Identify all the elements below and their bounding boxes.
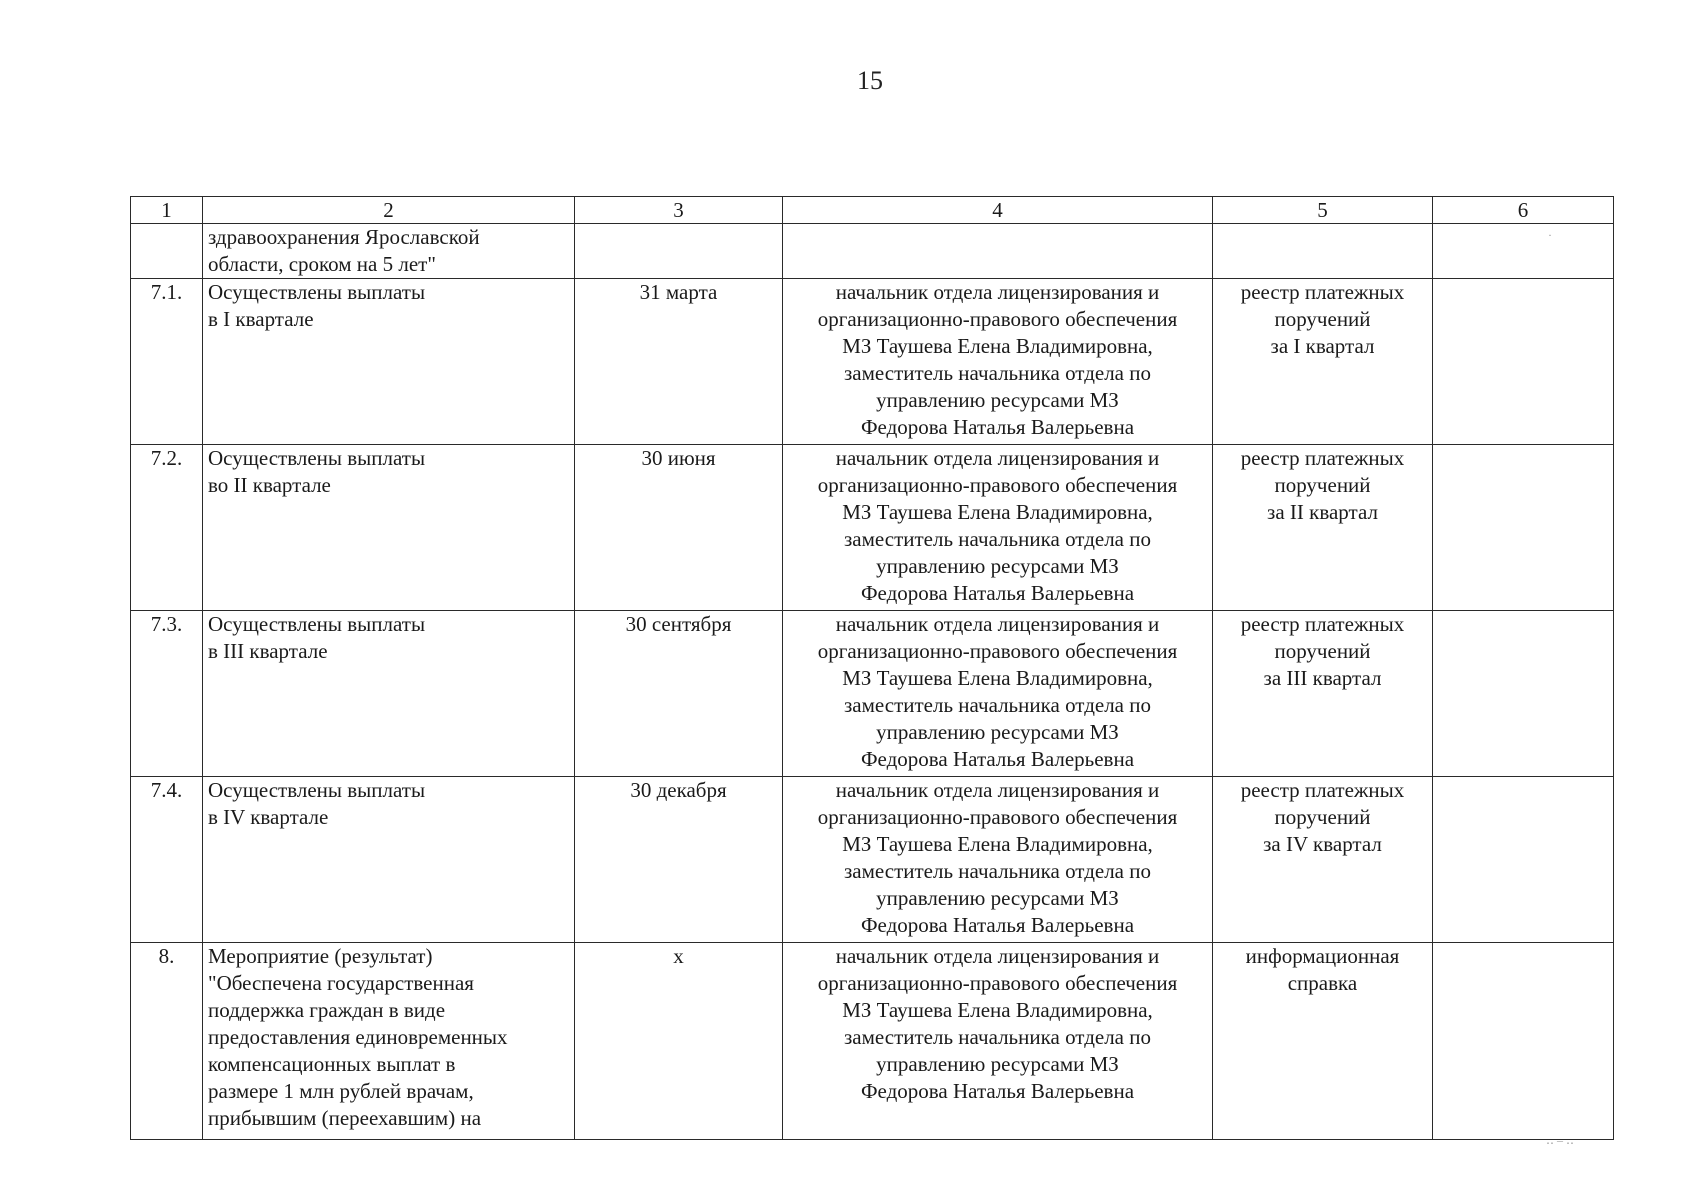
table-row [131,777,1614,943]
document-cell [1213,224,1433,279]
description-cell [203,611,575,777]
responsible-line: МЗ Таушева Елена Владимировна, [842,666,1153,690]
document-line: за III квартал [1263,666,1382,690]
document-line: за IV квартал [1263,832,1382,856]
description-line: здравоохранения Ярославской [208,225,480,249]
responsible-line: начальник отдела лицензирования и [835,612,1160,636]
responsible-line: заместитель начальника отдела по [844,1025,1151,1049]
description-line: "Обеспечена государственная [208,971,474,995]
num-cell [131,279,203,445]
table-body [131,279,1614,1140]
row-number: 8. [158,944,175,968]
deadline-date: 30 декабря [630,778,727,802]
description-line: во II квартале [208,473,331,497]
responsible-line: начальник отдела лицензирования и [835,280,1160,304]
responsible-line: заместитель начальника отдела по [844,693,1151,717]
document-line: поручений [1274,473,1371,497]
responsible-line: Федорова Наталья Валерьевна [860,1079,1135,1103]
date-cell [575,943,783,1140]
responsible-cell [783,777,1213,943]
description-line: Осуществлены выплаты [208,778,426,802]
row-number: 7.4. [150,778,183,802]
document-line: поручений [1274,805,1371,829]
responsible-line: начальник отдела лицензирования и [835,778,1160,802]
responsible-line: МЗ Таушева Елена Владимировна, [842,832,1153,856]
scan-speck: ‥ – ‥ [1546,1133,1575,1147]
description-line: поддержка граждан в виде [208,998,446,1022]
date-cell [575,611,783,777]
document-line: поручений [1274,639,1371,663]
description-line: в IV квартале [208,805,329,829]
page-number: 15 [857,66,883,95]
deadline-date: 31 марта [639,280,718,304]
document-cell [1213,777,1433,943]
table-row [131,943,1614,1140]
document-line: за II квартал [1267,500,1378,524]
num-cell [131,943,203,1140]
description-cell [203,445,575,611]
header-cell: 1 [131,197,203,224]
note-cell [1433,279,1614,445]
responsible-line: заместитель начальника отдела по [844,527,1151,551]
responsible-line: организационно-правового обеспечения [817,971,1178,995]
responsible-line: организационно-правового обеспечения [817,639,1178,663]
description-line: в I квартале [208,307,314,331]
description-line: компенсационных выплат в [208,1052,456,1076]
document-cell [1213,611,1433,777]
responsible-line: управлению ресурсами МЗ [876,886,1119,910]
responsible-line: МЗ Таушева Елена Владимировна, [842,500,1153,524]
responsible-line: Федорова Наталья Валерьевна [860,913,1135,937]
note-cell [1433,445,1614,611]
document-cell [1213,943,1433,1140]
document-cell [1213,279,1433,445]
document-cell [1213,445,1433,611]
responsible-line: Федорова Наталья Валерьевна [860,415,1135,439]
note-cell [1433,777,1614,943]
description-line: Мероприятие (результат) [208,944,433,968]
responsible-line: управлению ресурсами МЗ [876,1052,1119,1076]
table-row [131,445,1614,611]
document-line: информационная [1245,944,1400,968]
responsible-line: заместитель начальника отдела по [844,361,1151,385]
description-line: в III квартале [208,639,328,663]
header-cell: 3 [575,197,783,224]
document-line: за I квартал [1270,334,1375,358]
plan-table [130,196,1614,1140]
responsible-line: заместитель начальника отдела по [844,859,1151,883]
deadline-date: х [673,944,684,968]
responsible-cell [783,279,1213,445]
table-row-continuation [131,224,1614,279]
description-line: Осуществлены выплаты [208,612,426,636]
responsible-line: Федорова Наталья Валерьевна [860,581,1135,605]
responsible-line: управлению ресурсами МЗ [876,720,1119,744]
num-cell [131,445,203,611]
deadline-date: 30 июня [641,446,716,470]
responsible-line: начальник отдела лицензирования и [835,446,1160,470]
table-row [131,611,1614,777]
document-line: поручений [1274,307,1371,331]
responsible-line: организационно-правового обеспечения [817,805,1178,829]
responsible-line: организационно-правового обеспечения [817,473,1178,497]
responsible-cell [783,611,1213,777]
row-number: 7.2. [150,446,183,470]
scan-speck: · [1548,228,1552,242]
responsible-line: МЗ Таушева Елена Владимировна, [842,334,1153,358]
responsible-cell [783,224,1213,279]
table-row [131,279,1614,445]
date-cell [575,445,783,611]
document-line: справка [1287,971,1358,995]
header-cell: 2 [203,197,575,224]
responsible-line: Федорова Наталья Валерьевна [860,747,1135,771]
num-cell [131,224,203,279]
responsible-line: организационно-правового обеспечения [817,307,1178,331]
responsible-cell [783,445,1213,611]
note-cell [1433,943,1614,1140]
description-line: Осуществлены выплаты [208,446,426,470]
deadline-date: 30 сентября [625,612,732,636]
num-cell [131,611,203,777]
description-line: предоставления единовременных [208,1025,508,1049]
document-line: реестр платежных [1240,778,1405,802]
responsible-line: начальник отдела лицензирования и [835,944,1160,968]
responsible-cell [783,943,1213,1140]
responsible-line: МЗ Таушева Елена Владимировна, [842,998,1153,1022]
row-number: 7.1. [150,280,183,304]
document-line: реестр платежных [1240,280,1405,304]
document-line: реестр платежных [1240,612,1405,636]
num-cell [131,777,203,943]
date-cell [575,777,783,943]
description-line: Осуществлены выплаты [208,280,426,304]
row-number: 7.3. [150,612,183,636]
header-cell: 5 [1213,197,1433,224]
description-line: прибывшим (переехавшим) на [208,1106,482,1130]
description-line: размере 1 млн рублей врачам, [208,1079,474,1103]
responsible-line: управлению ресурсами МЗ [876,388,1119,412]
header-cell: 4 [783,197,1213,224]
header-cell: 6 [1433,197,1614,224]
date-cell [575,279,783,445]
table-header-row [131,197,1614,224]
description-cell [203,279,575,445]
description-line: области, сроком на 5 лет" [208,252,436,276]
description-cell [203,943,575,1140]
note-cell [1433,224,1614,279]
description-cell [203,224,575,279]
date-cell [575,224,783,279]
document-line: реестр платежных [1240,446,1405,470]
description-cell [203,777,575,943]
responsible-line: управлению ресурсами МЗ [876,554,1119,578]
note-cell [1433,611,1614,777]
